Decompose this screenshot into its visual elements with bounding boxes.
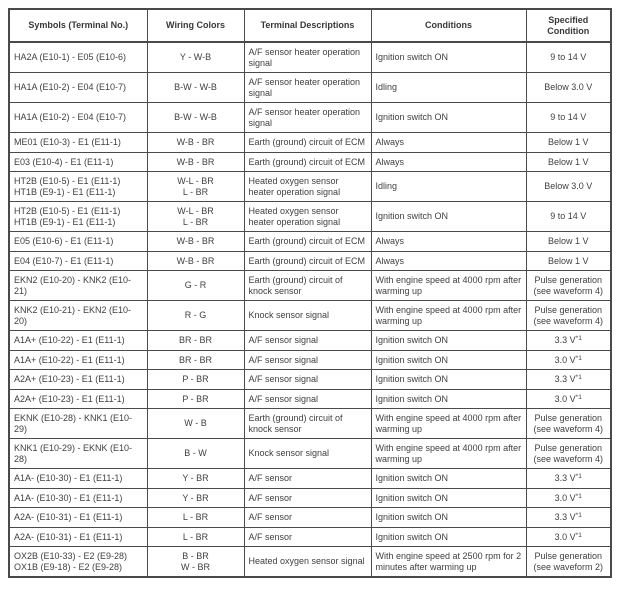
symbols-cell — [9, 331, 147, 351]
symbols-cell — [9, 439, 147, 469]
wiring-colors-cell — [147, 331, 244, 351]
wiring-color-line: BR - BR — [178, 335, 212, 345]
specified-condition-cell — [526, 331, 611, 351]
table-row — [9, 409, 611, 439]
description-cell: Earth (ground) circuit of ECM — [244, 251, 371, 271]
specified-condition-cell — [526, 350, 611, 370]
symbol-line: A1A- (E10-30) - E1 (E11-1) — [14, 473, 123, 483]
symbols-cell — [9, 73, 147, 103]
wiring-colors-cell — [147, 232, 244, 252]
wiring-colors-cell — [147, 547, 244, 578]
wiring-color-line: G - R — [184, 280, 207, 291]
wiring-colors-cell — [147, 42, 244, 73]
specified-value: Pulse generation (see waveform 4) — [533, 443, 604, 464]
symbols-cell — [9, 301, 147, 331]
condition-cell: Ignition switch ON — [371, 469, 526, 489]
specified-condition-cell — [526, 508, 611, 528]
symbol-line: HA1A (E10-2) - E04 (E10-7) — [14, 82, 127, 93]
specified-condition-cell — [526, 103, 611, 133]
wiring-color-line: W-B - BR — [176, 255, 215, 266]
description-cell: Heated oxygen sensor heater operation signal — [244, 172, 371, 202]
table-row — [9, 202, 611, 232]
symbols-cell — [9, 547, 147, 578]
footnote-marker: *1 — [575, 473, 582, 480]
footnote-marker: *1 — [575, 512, 582, 519]
table-row — [9, 488, 611, 508]
condition-cell: With engine speed at 4000 rpm after warming up — [371, 301, 526, 331]
condition-cell: Always — [371, 232, 526, 252]
wiring-color-line: R - G — [184, 310, 207, 321]
table-row — [9, 439, 611, 469]
specified-condition-cell — [526, 271, 611, 301]
symbols-cell — [9, 469, 147, 489]
specified-value: 9 to 14 V — [550, 52, 587, 63]
condition-cell: With engine speed at 4000 rpm after warming up — [371, 439, 526, 469]
wiring-color-line: W-B - BR — [176, 137, 215, 147]
table-row — [9, 370, 611, 390]
symbols-cell — [9, 409, 147, 439]
specified-condition-cell — [526, 389, 611, 409]
column-header-terminal-descriptions: Terminal Descriptions — [244, 9, 371, 42]
specified-value: 3.3 V — [554, 335, 576, 345]
symbol-line: A2A+ (E10-23) - E1 (E11-1) — [14, 374, 125, 384]
symbols-cell — [9, 527, 147, 547]
wiring-colors-cell — [147, 152, 244, 172]
condition-cell: Ignition switch ON — [371, 389, 526, 409]
condition-cell: With engine speed at 4000 rpm after warming up — [371, 409, 526, 439]
specified-value: Below 1 V — [547, 255, 589, 266]
footnote-marker: *1 — [575, 354, 582, 362]
symbols-cell — [9, 172, 147, 202]
wiring-colors-cell — [147, 73, 244, 103]
symbol-line: OX2B (E10-33) - E2 (E9-28) — [14, 551, 128, 561]
symbol-line: E03 (E10-4) - E1 (E11-1) — [14, 156, 114, 167]
specified-condition-cell — [526, 73, 611, 103]
wiring-color-line: W - B — [184, 418, 207, 429]
specified-value: 3.3 V — [554, 512, 576, 522]
symbol-line: A1A+ (E10-22) - E1 (E11-1) — [14, 354, 125, 365]
table-row — [9, 547, 611, 578]
specified-condition-cell — [526, 251, 611, 271]
wiring-color-line: B-W - W-B — [174, 112, 217, 123]
specified-condition-cell — [526, 202, 611, 232]
wiring-color-line: Y - W-B — [179, 52, 212, 63]
condition-cell: Always — [371, 152, 526, 172]
symbol-line: HT1B (E9-1) - E1 (E11-1) — [14, 216, 116, 227]
table-row — [9, 301, 611, 331]
wiring-colors-cell — [147, 389, 244, 409]
description-cell: Earth (ground) circuit of knock sensor — [244, 271, 371, 301]
specified-value: 3.0 V — [554, 393, 576, 404]
table-row — [9, 508, 611, 528]
description-cell: Heated oxygen sensor signal — [244, 547, 371, 578]
column-header-conditions: Conditions — [371, 9, 526, 42]
wiring-color-line: B - W — [184, 448, 207, 459]
wiring-colors-cell — [147, 301, 244, 331]
description-cell: A/F sensor signal — [244, 331, 371, 351]
description-cell: A/F sensor — [244, 527, 371, 547]
table-header-row — [9, 9, 611, 42]
table-row — [9, 172, 611, 202]
wiring-color-line: L - BR — [182, 186, 209, 197]
symbols-cell — [9, 152, 147, 172]
symbol-line: HT1B (E9-1) - E1 (E11-1) — [14, 186, 116, 197]
description-cell: Knock sensor signal — [244, 439, 371, 469]
symbols-cell — [9, 103, 147, 133]
specified-condition-cell — [526, 42, 611, 73]
column-header-wiring-colors: Wiring Colors — [147, 9, 244, 42]
description-cell: A/F sensor signal — [244, 350, 371, 370]
specified-condition-cell — [526, 439, 611, 469]
footnote-marker: *1 — [575, 531, 582, 539]
specified-condition-cell — [526, 172, 611, 202]
wiring-colors-cell — [147, 508, 244, 528]
table-row — [9, 350, 611, 370]
wiring-color-line: Y - BR — [182, 473, 209, 483]
condition-cell: Always — [371, 133, 526, 153]
wiring-color-line: L - BR — [182, 531, 209, 542]
footnote-marker: *1 — [575, 492, 582, 500]
specified-value: Below 3.0 V — [544, 82, 593, 93]
specified-value: Pulse generation (see waveform 2) — [533, 551, 604, 572]
symbol-line: EKNK (E10-28) - KNK1 (E10-29) — [14, 413, 133, 434]
description-cell: Earth (ground) circuit of knock sensor — [244, 409, 371, 439]
condition-cell: With engine speed at 4000 rpm after warming up — [371, 271, 526, 301]
wiring-colors-cell — [147, 439, 244, 469]
condition-cell: Ignition switch ON — [371, 508, 526, 528]
description-cell: A/F sensor — [244, 508, 371, 528]
specified-value: 3.0 V — [554, 492, 576, 503]
table-row — [9, 42, 611, 73]
table-row — [9, 152, 611, 172]
footnote-marker: *1 — [575, 335, 582, 342]
footnote-marker: *1 — [575, 374, 582, 381]
wiring-colors-cell — [147, 271, 244, 301]
table-row — [9, 389, 611, 409]
condition-cell: Ignition switch ON — [371, 103, 526, 133]
description-cell: Earth (ground) circuit of ECM — [244, 152, 371, 172]
wiring-colors-cell — [147, 409, 244, 439]
wiring-color-line: W-B - BR — [176, 236, 215, 246]
specified-condition-cell — [526, 152, 611, 172]
wiring-color-line: W - BR — [181, 561, 210, 572]
wiring-colors-cell — [147, 133, 244, 153]
description-cell: Heated oxygen sensor heater operation signal — [244, 202, 371, 232]
table-row — [9, 469, 611, 489]
footnote-marker: *1 — [575, 393, 582, 401]
wiring-color-line: Y - BR — [182, 492, 209, 503]
description-cell: A/F sensor heater operation signal — [244, 73, 371, 103]
condition-cell: Always — [371, 251, 526, 271]
specified-condition-cell — [526, 469, 611, 489]
wiring-colors-cell — [147, 527, 244, 547]
table-row — [9, 527, 611, 547]
wiring-color-line: B - BR — [182, 551, 209, 561]
specified-value: 3.3 V — [554, 374, 576, 384]
condition-cell: Idling — [371, 73, 526, 103]
condition-cell: Ignition switch ON — [371, 331, 526, 351]
symbol-line: A1A- (E10-30) - E1 (E11-1) — [14, 492, 123, 503]
symbols-cell — [9, 271, 147, 301]
symbol-line: A2A- (E10-31) - E1 (E11-1) — [14, 531, 123, 542]
description-cell: A/F sensor — [244, 488, 371, 508]
symbols-cell — [9, 488, 147, 508]
specified-value: 3.0 V — [554, 531, 576, 542]
specified-condition-cell — [526, 409, 611, 439]
condition-cell: Idling — [371, 172, 526, 202]
wiring-colors-cell — [147, 202, 244, 232]
table-row — [9, 133, 611, 153]
wiring-color-line: L - BR — [182, 216, 209, 227]
description-cell: A/F sensor signal — [244, 370, 371, 390]
condition-cell: Ignition switch ON — [371, 370, 526, 390]
symbols-cell — [9, 42, 147, 73]
symbol-line: HA1A (E10-2) - E04 (E10-7) — [14, 112, 127, 123]
column-header-symbols: Symbols (Terminal No.) — [9, 9, 147, 42]
condition-cell: Ignition switch ON — [371, 488, 526, 508]
column-header-specified-condition: Specified Condition — [526, 9, 611, 42]
symbols-cell — [9, 133, 147, 153]
description-cell: Earth (ground) circuit of ECM — [244, 232, 371, 252]
specified-value: 3.0 V — [554, 354, 576, 365]
wiring-color-line: P - BR — [182, 393, 209, 404]
terminal-spec-table — [8, 8, 612, 578]
specified-value: Pulse generation (see waveform 4) — [533, 305, 604, 326]
description-cell: A/F sensor — [244, 469, 371, 489]
wiring-color-line: W-B - BR — [176, 156, 215, 167]
wiring-colors-cell — [147, 172, 244, 202]
description-cell: A/F sensor heater operation signal — [244, 42, 371, 73]
specified-value: 9 to 14 V — [550, 112, 587, 123]
symbol-line: HT2B (E10-5) - E1 (E11-1) — [14, 176, 121, 186]
symbols-cell — [9, 251, 147, 271]
specified-value: Pulse generation (see waveform 4) — [533, 275, 604, 296]
specified-condition-cell — [526, 301, 611, 331]
symbol-line: E04 (E10-7) - E1 (E11-1) — [14, 255, 114, 266]
symbol-line: KNK1 (E10-29) - EKNK (E10-28) — [14, 443, 133, 464]
symbol-line: EKN2 (E10-20) - KNK2 (E10-21) — [14, 275, 132, 296]
symbol-line: A2A+ (E10-23) - E1 (E11-1) — [14, 393, 125, 404]
wiring-colors-cell — [147, 469, 244, 489]
symbols-cell — [9, 202, 147, 232]
description-cell: A/F sensor heater operation signal — [244, 103, 371, 133]
table-row — [9, 73, 611, 103]
description-cell: Knock sensor signal — [244, 301, 371, 331]
description-cell: A/F sensor signal — [244, 389, 371, 409]
specified-value: Pulse generation (see waveform 4) — [533, 413, 604, 434]
wiring-colors-cell — [147, 488, 244, 508]
wiring-colors-cell — [147, 103, 244, 133]
symbol-line: E05 (E10-6) - E1 (E11-1) — [14, 236, 114, 246]
specified-value: Below 1 V — [547, 236, 589, 246]
specified-condition-cell — [526, 370, 611, 390]
wiring-colors-cell — [147, 370, 244, 390]
symbol-line: KNK2 (E10-21) - EKN2 (E10-20) — [14, 305, 132, 326]
symbol-line: A2A- (E10-31) - E1 (E11-1) — [14, 512, 123, 522]
symbol-line: ME01 (E10-3) - E1 (E11-1) — [14, 137, 121, 147]
symbols-cell — [9, 232, 147, 252]
symbol-line: HA2A (E10-1) - E05 (E10-6) — [14, 52, 127, 63]
table-row — [9, 103, 611, 133]
symbol-line: HT2B (E10-5) - E1 (E11-1) — [14, 206, 121, 216]
wiring-color-line: W-L - BR — [177, 206, 214, 216]
specified-value: Below 1 V — [547, 137, 589, 147]
table-row — [9, 251, 611, 271]
condition-cell: Ignition switch ON — [371, 350, 526, 370]
specified-value: Below 1 V — [547, 156, 589, 167]
specified-value: Below 3.0 V — [544, 181, 593, 192]
table-row — [9, 271, 611, 301]
wiring-colors-cell — [147, 350, 244, 370]
wiring-color-line: L - BR — [182, 512, 209, 522]
condition-cell: With engine speed at 2500 rpm for 2 minutes after warming up — [371, 547, 526, 578]
wiring-color-line: B-W - W-B — [174, 82, 217, 93]
specified-condition-cell — [526, 547, 611, 578]
specified-condition-cell — [526, 527, 611, 547]
condition-cell: Ignition switch ON — [371, 202, 526, 232]
wiring-color-line: P - BR — [182, 374, 209, 384]
wiring-color-line: BR - BR — [178, 354, 212, 365]
table-body — [9, 42, 611, 577]
specified-value: 3.3 V — [554, 473, 576, 483]
specified-condition-cell — [526, 488, 611, 508]
wiring-color-line: W-L - BR — [177, 176, 214, 186]
symbol-line: OX1B (E9-18) - E2 (E9-28) — [14, 561, 123, 572]
wiring-colors-cell — [147, 251, 244, 271]
table-row — [9, 331, 611, 351]
symbols-cell — [9, 508, 147, 528]
specified-value: 9 to 14 V — [550, 211, 587, 222]
symbols-cell — [9, 370, 147, 390]
specified-condition-cell — [526, 232, 611, 252]
condition-cell: Ignition switch ON — [371, 527, 526, 547]
description-cell: Earth (ground) circuit of ECM — [244, 133, 371, 153]
symbol-line: A1A+ (E10-22) - E1 (E11-1) — [14, 335, 125, 345]
symbols-cell — [9, 350, 147, 370]
symbols-cell — [9, 389, 147, 409]
table-row — [9, 232, 611, 252]
specified-condition-cell — [526, 133, 611, 153]
condition-cell: Ignition switch ON — [371, 42, 526, 73]
